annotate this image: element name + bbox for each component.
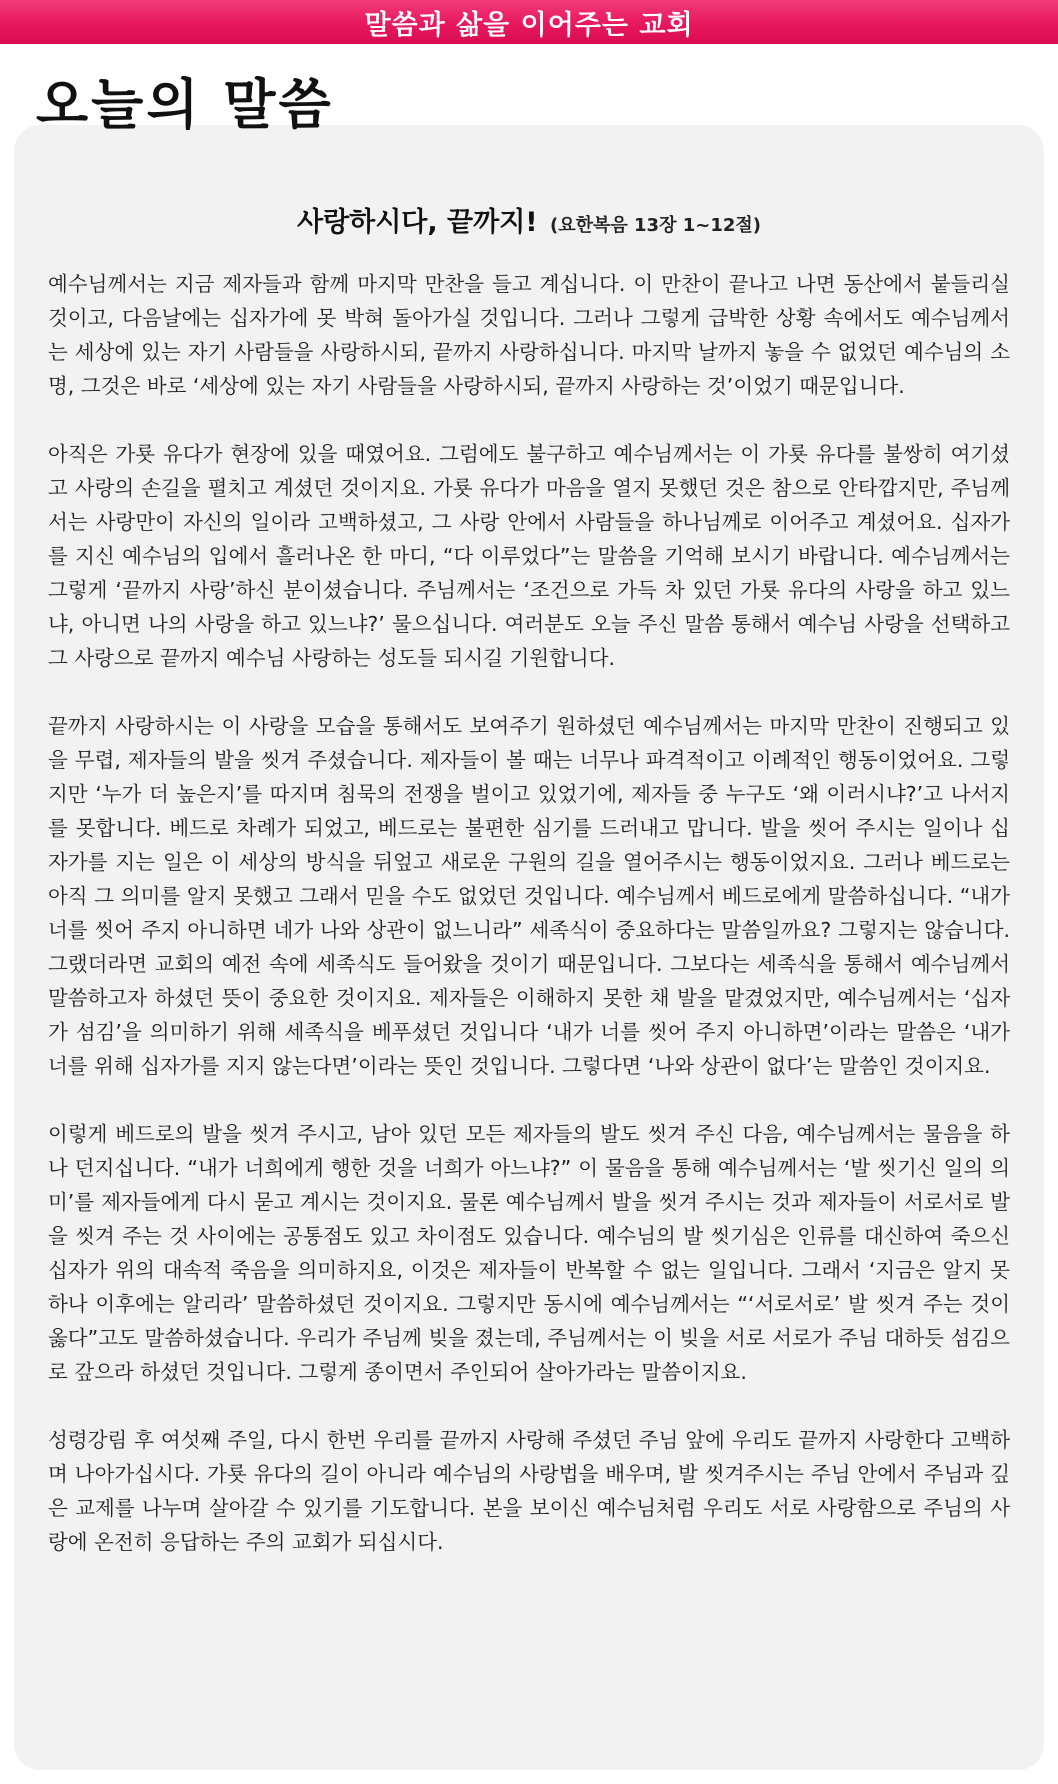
sermon-card — [14, 125, 1044, 1770]
top-banner — [0, 0, 1058, 44]
scripture-reference: (요한복음 13장 1~12절) — [549, 215, 762, 236]
sermon-paragraph-4: 이렇게 베드로의 발을 씻겨 주시고, 남아 있던 모든 제자들의 발도 씻겨 주신 다음, 예수님께서는 물음을 하나 던지십니다. “내가 너희에게 행한 것을 너희가 아느냐?” 이 물음을 통해 예수님께서는 ‘발 씻기신 일의 의미’를 제자들에게 다시 묻고 계시는 것이지요. 물론 예수님께서 발을 씻겨 주시는 것과 제자들이 서로서로 발을 씻겨 주는 것 사이에는 공통점도 있고 차이점도 있습니다. 예수님의 발 씻기심은 인류를 대신하여 죽으신 십자가 위의 대속적 죽음을 의미하지요, 이것은 제자들이 반복할 수 없는 일입니다. 그래서 ‘지금은 알지 못하나 이후에는 알리라’ 말씀하셨던 것이지요. 그렇지만 동시에 예수님께서는 “‘서로서로’ 발 씻겨 주는 것이 옳다”고도 말씀하셨습니다. 우리가 주님께 빚을 졌는데, 주님께서는 이 빚을 서로 서로가 주님 대하듯 섬김으로 갚으라 하셨던 것입니다. 그렇게 종이면서 주인되어 살아가라는 말씀이지요. — [48, 1122, 1010, 1385]
sermon-paragraph-5: 성령강림 후 여섯째 주일, 다시 한번 우리를 끝까지 사랑해 주셨던 주님 앞에 우리도 끝까지 사랑한다 고백하며 나아가십시다. 가룟 유다의 길이 아니라 예수님의 사랑법을 배우며, 발 씻겨주시는 주님 안에서 주님과 깊은 교제를 나누며 살아갈 수 있기를 기도합니다. 본을 보이신 예수님처럼 우리도 서로 사랑함으로 주님의 사랑에 온전히 응답하는 주의 교회가 되십시다. — [48, 1428, 1010, 1555]
sermon-heading — [48, 207, 1010, 239]
banner-text: 말씀과 삶을 이어주는 교회 — [364, 9, 694, 41]
sermon-paragraph-2: 아직은 가룟 유다가 현장에 있을 때였어요. 그럼에도 불구하고 예수님께서는 이 가룟 유다를 불쌍히 여기셨고 사랑의 손길을 펼치고 계셨던 것이지요. 가룟 유다가 마음을 열지 못했던 것은 참으로 안타깝지만, 주님께서는 사랑만이 자신의 일이라 고백하셨고, 그 사랑 안에서 사람들을 하나님께로 이어주고 계셨어요. 십자가를 지신 예수님의 입에서 흘러나온 한 마디, “다 이루었다”는 말씀을 기억해 보시기 바랍니다. 예수님께서는 그렇게 ‘끝까지 사랑’하신 분이셨습니다. 주님께서는 ‘조건으로 가득 차 있던 가룟 유다의 사랑을 하고 있느냐, 아니면 나의 사랑을 하고 있느냐?’ 물으십니다. 여러분도 오늘 주신 말씀 통해서 예수님 사랑을 선택하고 그 사랑으로 끝까지 예수님 사랑하는 성도들 되시길 기원합니다. — [48, 442, 1010, 671]
sermon-paragraph-1: 예수님께서는 지금 제자들과 함께 마지막 만찬을 들고 계십니다. 이 만찬이 끝나고 나면 동산에서 붙들리실 것이고, 다음날에는 십자가에 못 박혀 돌아가실 것입니다. 그러나 그렇게 급박한 상황 속에서도 예수님께서는 세상에 있는 자기 사람들을 사랑하시되, 끝까지 사랑하십니다. 마지막 날까지 놓을 수 없었던 예수님의 소명, 그것은 바로 ‘세상에 있는 자기 사람들을 사랑하시되, 끝까지 사랑하는 것’이었기 때문입니다. — [48, 272, 1010, 399]
section-title: 오늘의 말씀 — [36, 73, 334, 136]
sermon-paragraph-3: 끝까지 사랑하시는 이 사랑을 모습을 통해서도 보여주기 원하셨던 예수님께서는 마지막 만찬이 진행되고 있을 무렵, 제자들의 발을 씻겨 주셨습니다. 제자들이 볼 때는 너무나 파격적이고 이례적인 행동이었어요. 그렇지만 ‘누가 더 높은지’를 따지며 침묵의 전쟁을 벌이고 있었기에, 제자들 중 누구도 ‘왜 이러시냐?’고 나서지를 못합니다. 베드로 차례가 되었고, 베드로는 불편한 심기를 드러내고 맙니다. 발을 씻어 주시는 일이나 십자가를 지는 일은 이 세상의 방식을 뒤엎고 새로운 구원의 길을 열어주시는 행동이었지요. 그러나 베드로는 아직 그 의미를 알지 못했고 그래서 믿을 수도 없었던 것입니다. 예수님께서 베드로에게 말씀하십니다. “내가 너를 씻어 주지 아니하면 네가 나와 상관이 없느니라” 세족식이 중요하다는 말씀일까요? 그렇지는 않습니다. 그랬더라면 교회의 예전 속에 세족식도 들어왔을 것이기 때문입니다. 그보다는 세족식을 통해서 예수님께서 말씀하고자 하셨던 뜻이 중요한 것이지요. 제자들은 이해하지 못한 채 발을 맡겼었지만, 예수님께서는 ‘십자가 섬김’을 의미하기 위해 세족식을 베푸셨던 것입니다 ‘내가 너를 씻어 주지 아니하면’이라는 말씀은 ‘내가 너를 위해 십자가를 지지 않는다면’이라는 뜻인 것입니다. 그렇다면 ‘나와 상관이 없다’는 말씀인 것이지요. — [48, 714, 1010, 1079]
sermon-title: 사랑하시다, 끝까지! — [296, 207, 538, 238]
